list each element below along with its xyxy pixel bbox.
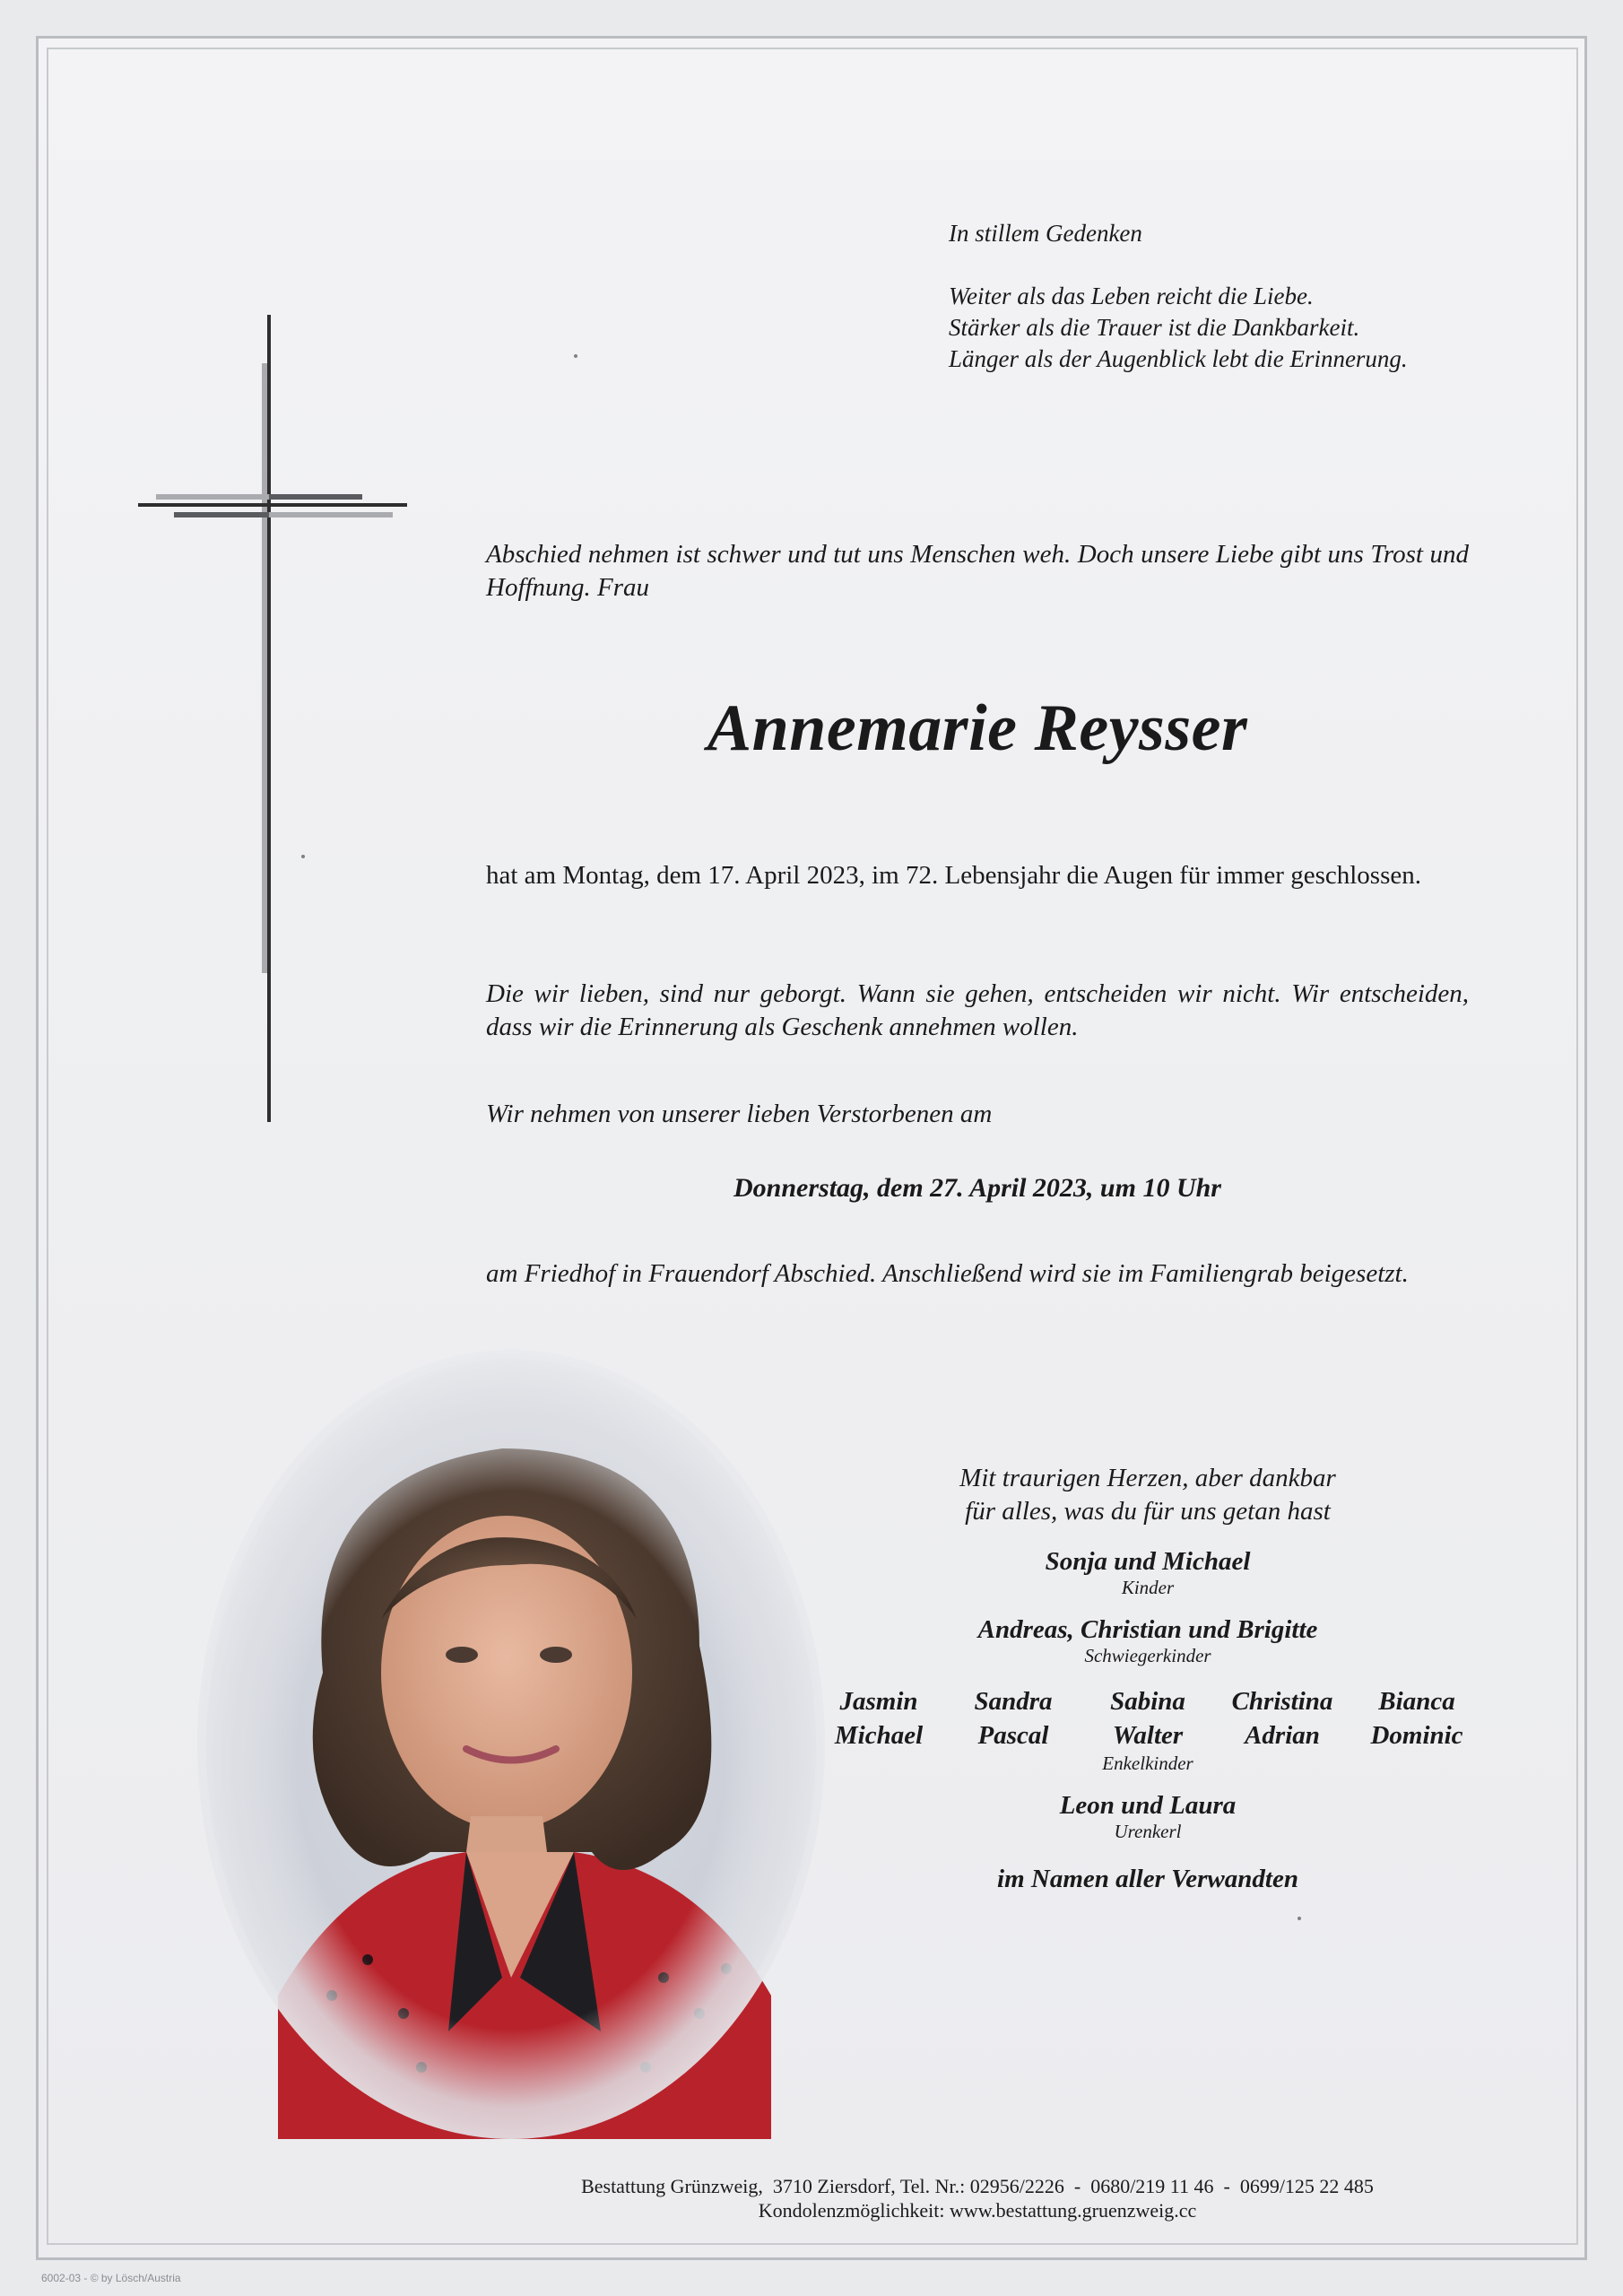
children-role: Kinder (1121, 1577, 1175, 1598)
motto-line: Stärker als die Trauer ist die Dankbarkeit. (949, 314, 1360, 341)
portrait-photo (197, 1350, 825, 2139)
death-text: hat am Montag, dem 17. April 2023, im 72. Lebensjahr die Augen für immer geschlossen. (486, 861, 1421, 890)
grandchild-partner: Michael (834, 1721, 924, 1750)
speck (1298, 1917, 1301, 1920)
children-names: Sonja und Michael (1045, 1547, 1251, 1576)
motto-line: Länger als der Augenblick lebt die Erinnerung. (949, 345, 1408, 372)
motto-line: Weiter als das Leben reicht die Liebe. (949, 283, 1314, 309)
funeral-home-footer (466, 2174, 1488, 2222)
closing-line: im Namen aller Verwandten (997, 1865, 1298, 1893)
grandchild-name: Jasmin (839, 1687, 918, 1716)
grandchildren-grid (807, 1684, 1488, 1752)
grandchild-pair (812, 1684, 946, 1752)
quote-text: Die wir lieben, sind nur geborgt. Wann sie gehen, entscheiden wir nicht. Wir entscheiden, dass wir die Erinnerung als Geschenk annehmen wollen. (486, 979, 1469, 1041)
motto-heading: In stillem Gedenken (949, 220, 1142, 247)
grandchild-pair (1215, 1684, 1350, 1752)
grandchild-name: Christina (1231, 1687, 1333, 1716)
condolence-link[interactable]: Kondolenzmöglichkeit: www.bestattung.gruenzweig.cc (758, 2199, 1197, 2222)
great-grandchildren-role: Urenkerl (1114, 1821, 1182, 1842)
intro-text: Abschied nehmen ist schwer und tut uns Menschen weh. Doch unsere Liebe gibt uns Trost und Hoffnung. Frau (486, 540, 1469, 602)
cross-icon (135, 309, 421, 1135)
grandchild-pair (1081, 1684, 1215, 1752)
grandchild-partner: Adrian (1245, 1721, 1320, 1750)
grandchildren-role: Enkelkinder (1102, 1752, 1193, 1774)
great-grandchildren-names: Leon und Laura (1059, 1791, 1237, 1820)
grandchild-partner: Walter (1112, 1721, 1184, 1750)
grandchild-name: Bianca (1378, 1687, 1455, 1716)
grandchild-pair (1350, 1684, 1484, 1752)
grandchild-pair (946, 1684, 1081, 1752)
mourners-intro-line2: für alles, was du für uns getan hast (965, 1497, 1331, 1526)
grandchild-name: Sandra (974, 1687, 1053, 1716)
grandchild-partner: Pascal (977, 1721, 1049, 1750)
grandchild-partner: Dominic (1370, 1721, 1463, 1750)
mourners-intro-line1: Mit traurigen Herzen, aber dankbar (959, 1464, 1336, 1492)
in-laws-role: Schwiegerkinder (1084, 1645, 1211, 1666)
in-laws-names: Andreas, Christian und Brigitte (977, 1615, 1318, 1644)
farewell-intro: Wir nehmen von unserer lieben Verstorbenen am (486, 1100, 993, 1128)
mourners-block (807, 1462, 1488, 1894)
speck (574, 354, 577, 358)
grandchild-name: Sabina (1110, 1687, 1185, 1716)
deceased-name: Annemarie Reysser (707, 691, 1248, 765)
motto (949, 218, 1408, 375)
farewell-place: am Friedhof in Frauendorf Abschied. Anschließend wird sie im Familiengrab beigesetzt. (486, 1259, 1409, 1288)
funeral-home-contact: Bestattung Grünzweig, 3710 Ziersdorf, Tel. Nr.: 02956/2226 - 0680/219 11 46 - 0699/125 22 485 (581, 2175, 1374, 2197)
copyright-note: 6002-03 - © by Lösch/Austria (41, 2272, 181, 2284)
farewell-date: Donnerstag, dem 27. April 2023, um 10 Uhr (733, 1173, 1221, 1203)
